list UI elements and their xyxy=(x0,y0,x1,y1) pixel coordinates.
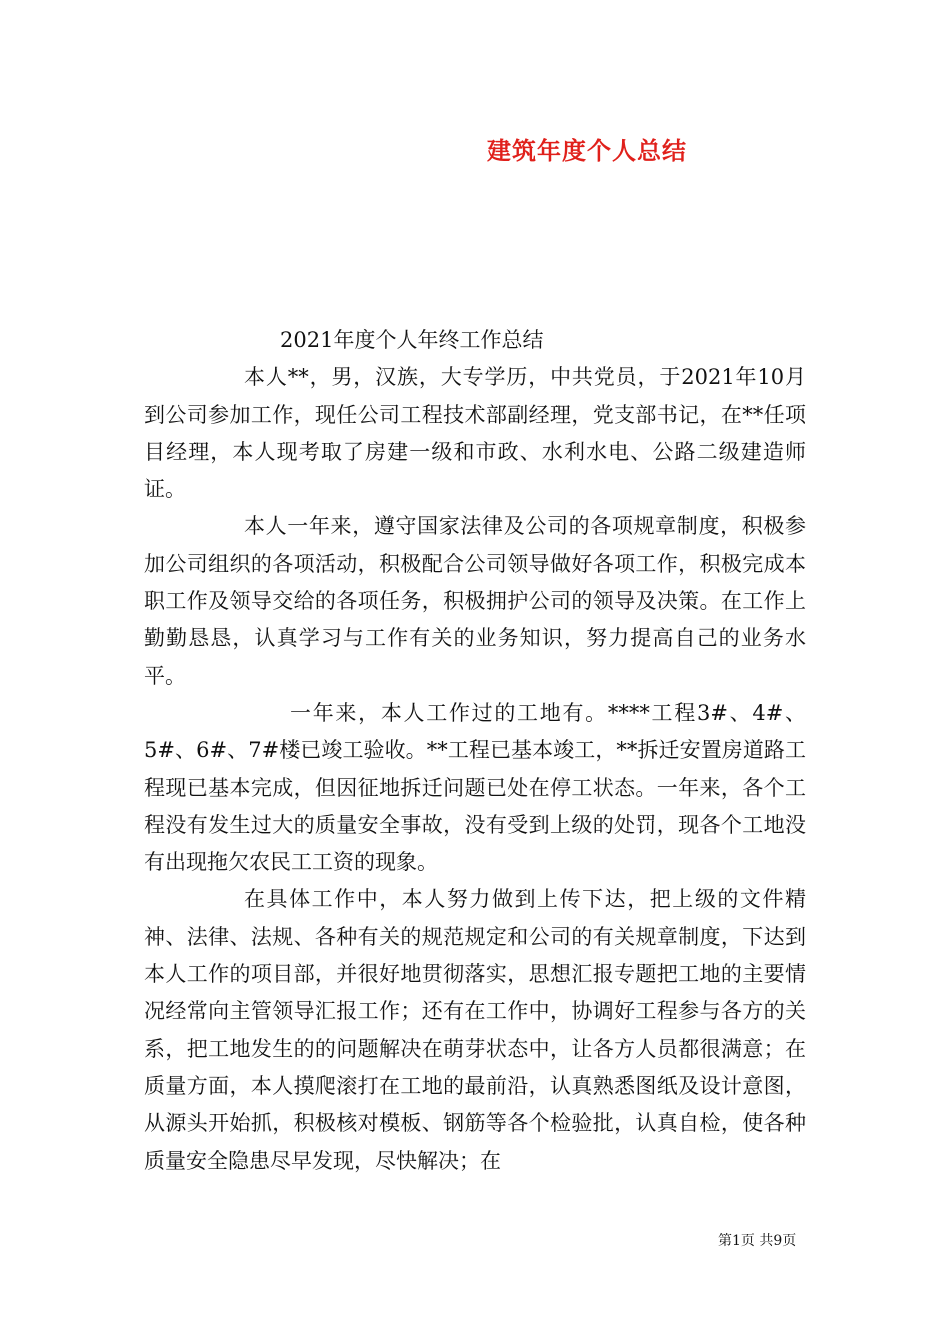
paragraph-project-sites: 一年来，本人工作过的工地有。****工程3#、4#、5#、6#、7#楼已竣工验收。**工程已基本竣工，**拆迁安置房道路工程现已基本完成，但因征地拆迁问题已处在停工状态。一年来，各个工程没有发生过大的质量安全事故，没有受到上级的处罚，现各个工地没有出现拖欠农民工工资的现象。 xyxy=(144,700,806,875)
page-number: 第1页 共9页 xyxy=(718,1233,797,1249)
paragraph-personal-info: 本人**，男，汉族，大专学历，中共党员，于2021年10月到公司参加工作，现任公司工程技术部副经理，党支部书记，在**任项目经理，本人现考取了房建一级和市政、水利水电、公路二级建造师证。 xyxy=(144,365,806,502)
paragraph-work-attitude: 本人一年来，遵守国家法律及公司的各项规章制度，积极参加公司组织的各项活动，积极配合公司领导做好各项工作，积极完成本职工作及领导交给的各项任务，积极拥护公司的领导及决策。在工作上勤勤恳恳，认真学习与工作有关的业务知识，努力提高自己的业务水平。 xyxy=(144,514,806,688)
document-subtitle: 2021年度个人年终工作总结 xyxy=(280,328,544,352)
document-body xyxy=(144,322,806,1180)
document-title: 建筑年度个人总结 xyxy=(487,136,687,165)
paragraph-specific-work: 在具体工作中，本人努力做到上传下达，把上级的文件精神、法律、法规、各种有关的规范规定和公司的有关规章制度，下达到本人工作的项目部，并很好地贯彻落实，思想汇报专题把工地的主要情况经常向主管领导汇报工作；还有在工作中，协调好工程参与各方的关系，把工地发生的的问题解决在萌芽状态中，让各方人员都很满意；在质量方面，本人摸爬滚打在工地的最前沿，认真熟悉图纸及设计意图，从源头开始抓，积极核对模板、钢筋等各个检验批，认真自检，使各种质量安全隐患尽早发现，尽快解决；在 xyxy=(144,887,806,1173)
